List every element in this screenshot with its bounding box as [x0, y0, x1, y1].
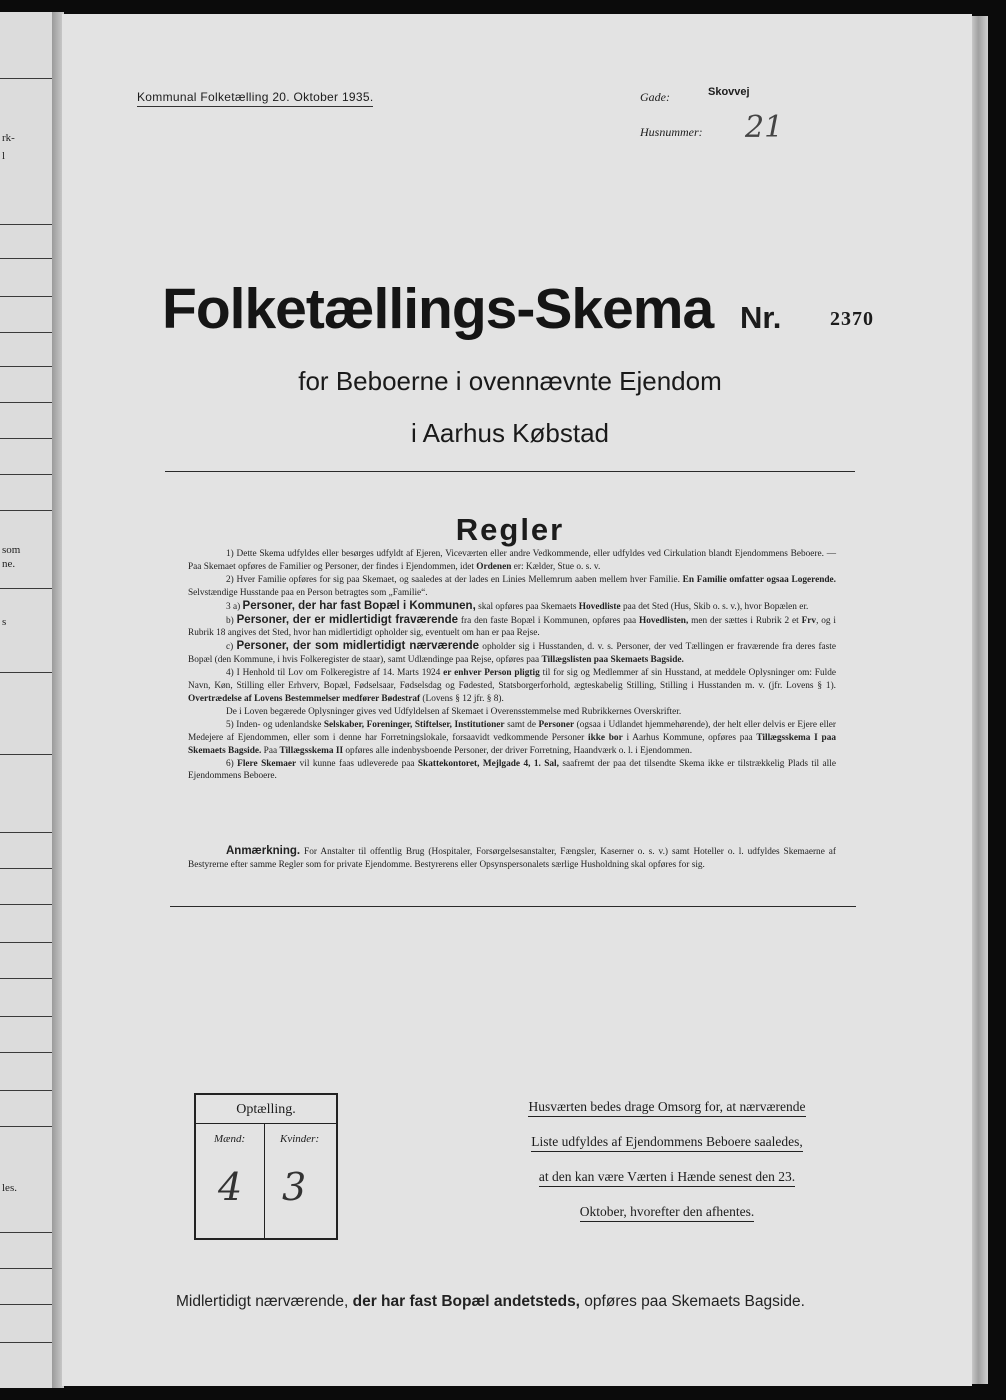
form-rule: [0, 754, 52, 755]
form-rule: [0, 1126, 52, 1127]
instruction-line: Liste udfyldes af Ejendommens Beboere saaledes,: [497, 1134, 837, 1150]
rules-heading: Regler: [455, 512, 565, 547]
form-rule: [0, 402, 52, 403]
form-rule: [0, 868, 52, 869]
form-rule: [0, 296, 52, 297]
remark-label: Anmærkning.: [226, 845, 301, 857]
form-rule: [0, 224, 52, 225]
page-fragment: rk-: [2, 132, 15, 144]
rule-5: 5) Inden- og udenlandske Selskaber, Foreninger, Stiftelser, Institutioner samt de Personer (ogsaa i Udlandet hjemmehørende), der helt eller delvis er Ejere eller Medejere af Ejendommen, eller som i denne har Forretningslokale, forsaavidt vedkommende Personer ikke bor i Aarhus Kommune, opføres paa Tillægsskema I paa Skemaets Bagside. Paa Tillægsskema II opføres alle indenbysboende Personer, der driver Forretning, Haandværk o. l. i Ejendommen.: [188, 719, 836, 756]
instruction-line: Husværten bedes drage Omsorg for, at nærværende: [497, 1099, 837, 1115]
house-number-value: 21: [745, 110, 784, 145]
rule-3b: b) Personer, der er midlertidigt fraværende fra den faste Bopæl i Kommunen, opføres paa Hovedlisten, men der sættes i Rubrik 2 et Frv, og i Rubrik 18 angives det Sted, hvor han midlertidigt opholder sig, eventuelt om han er paa Rejse.: [188, 613, 837, 639]
instruction-line: at den kan være Værten i Hænde senest den 23.: [497, 1169, 837, 1185]
rule-4: 4) I Henhold til Lov om Folkeregistre af 14. Marts 1924 er enhver Person pligtig til for sig og Medlemmer af sin Husstand, at meddele Oplysninger om: Fulde Navn, Køn, Stilling eller Erhverv, Bopæl, Fødselsaar, Fødselsdag og Fødested, Statsborgerforhold, ægteskabelig Stilling, Stilling i Husstanden m. v. (jfr. Lovens § 1). Overtrædelse af Lovens Bestemmelser medfører Bødestraf (Lovens § 12 jfr. § 8).: [188, 668, 836, 704]
form-rule: [0, 1304, 52, 1305]
form-rule: [0, 332, 52, 333]
form-title: Folketællings-Skema: [162, 277, 714, 341]
page-fragment: l: [2, 150, 6, 162]
form-subtitle-city: i Aarhus Købstad: [411, 418, 609, 448]
form-rule: [0, 438, 52, 439]
form-rule: [0, 1052, 52, 1053]
women-label: Kvinder:: [280, 1133, 320, 1145]
form-rule: [0, 588, 52, 589]
page-fragment: s: [2, 616, 7, 628]
form-number-label: Nr.: [740, 300, 782, 335]
form-subtitle: for Beboerne i ovennævnte Ejendom: [298, 366, 722, 396]
rule-4-note: De i Loven begærede Oplysninger gives ved Udfyldelsen af Skemaet i Overensstemmelse med Rubrikkernes Overskrifter.: [226, 706, 682, 717]
form-rule: [0, 474, 52, 475]
page-fragment: ne.: [2, 558, 16, 570]
footer-note: Midlertidigt nærværende, der har fast Bopæl andetsteds, opføres paa Skemaets Bagside.: [176, 1293, 805, 1310]
form-rule: [0, 510, 52, 511]
form-rule: [0, 942, 52, 943]
form-rule: [0, 978, 52, 979]
instruction-line: Oktober, hvorefter den afhentes.: [497, 1204, 837, 1220]
men-label: Mænd:: [214, 1133, 246, 1145]
form-rule: [0, 1090, 52, 1091]
rule-3a: 3 a) Personer, der har fast Bopæl i Kommunen, skal opføres paa Skemaets Hovedliste paa det Sted (Hus, Skib o. s. v.), hvor Bopælen er.: [226, 599, 809, 612]
form-rule: [0, 1342, 52, 1343]
form-rule: [0, 672, 52, 673]
men-count: 4: [218, 1165, 243, 1209]
form-rule: [0, 832, 52, 833]
form-rule: [0, 366, 52, 367]
page-fragment: som: [2, 544, 21, 556]
divider: [170, 906, 856, 907]
rules-text: [188, 548, 836, 783]
rule-1: 1) Dette Skema udfyldes eller besørges udfyldt af Ejeren, Viceværten eller andre Vedkommende, eller udfyldes ved Cirkulation blandt Ejendommens Beboere. — Paa Skemaet opføres de Familier og Personer, der findes i Ejendommen, idet Ordenen er: Kælder, Stue o. s. v.: [188, 549, 836, 572]
count-box: [194, 1093, 338, 1240]
form-rule: [0, 1268, 52, 1269]
count-divider: [264, 1124, 265, 1238]
form-rule: [0, 78, 52, 79]
form-rule: [0, 1016, 52, 1017]
census-title: Kommunal Folketælling 20. Oktober 1935.: [137, 90, 373, 107]
form-number-value: 2370: [830, 308, 874, 330]
page-fragment: les.: [2, 1182, 17, 1194]
rule-6: 6) Flere Skemaer vil kunne faas udleverede paa Skattekontoret, Mejlgade 4, 1. Sal, saafremt der paa det tilsendte Skema ikke er tilstrækkelig Plads til alle Ejendommens Beboere.: [188, 758, 836, 782]
rule-3c: c) Personer, der som midlertidigt nærværende opholder sig i Husstanden, d. v. s. Personer, der ved Tællingen er fraværende fra deres faste Bopæl (den Kommune, i hvis Folkeregister de staar), samt Udlændinge paa Rejse, opføres paa Tillægslisten paa Skemaets Bagside.: [188, 640, 837, 666]
house-number-label: Husnummer:: [640, 125, 703, 139]
women-count: 3: [282, 1165, 307, 1209]
adjacent-page: [0, 12, 54, 1388]
street-value: Skovvej: [708, 86, 750, 98]
form-rule: [0, 1232, 52, 1233]
count-title: Optælling.: [196, 1095, 336, 1124]
form-rule: [0, 904, 52, 905]
page-edge-stack: [972, 16, 988, 1384]
remark-text: Anmærkning. For Anstalter til offentlig Brug (Hospitaler, Forsørgelsesanstalter, Fængsler, Kaserner o. s. v.) samt Hoteller o. l. udfyldes Skemaerne af Bestyrerne efter samme Regler som for private Ejendomme. Bestyrerens eller Opsynspersonalets særlige Husholdning skal opføres for sig.: [188, 845, 836, 870]
divider: [165, 471, 855, 472]
rule-2: 2) Hver Familie opføres for sig paa Skemaet, og saaledes at der lades en Linies Mellemrum aaben mellem hver Familie. En Familie omfatter ogsaa Logerende. Selvstændige Husstande paa en Person betragtes som „Familie“.: [188, 574, 836, 598]
street-label: Gade:: [640, 90, 670, 104]
form-rule: [0, 258, 52, 259]
